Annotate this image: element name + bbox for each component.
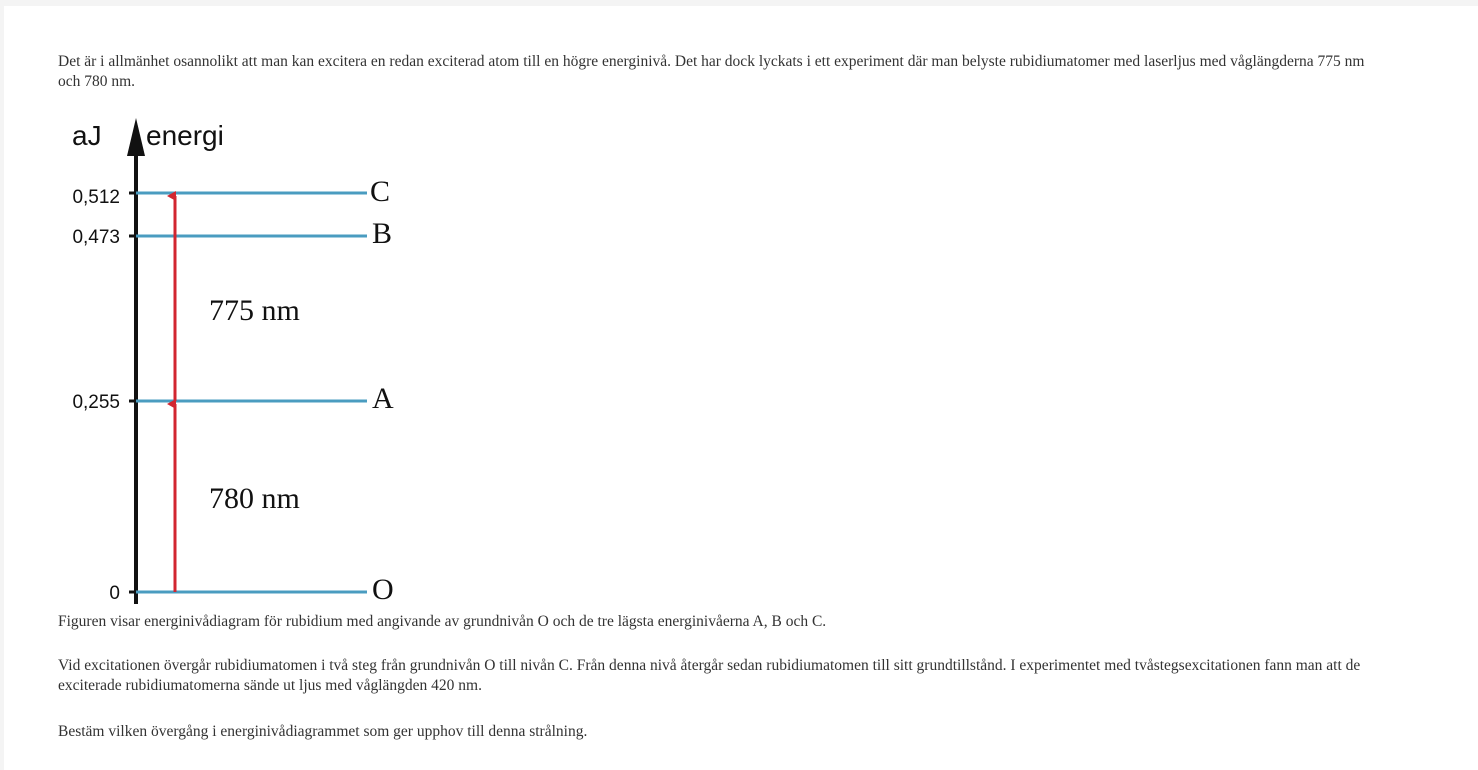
level-name-c: C bbox=[370, 175, 391, 208]
tick-label-a: 0,255 bbox=[72, 392, 120, 413]
energy-level-diagram bbox=[0, 0, 460, 612]
transition-label-775: 775 nm bbox=[209, 294, 300, 327]
axis-unit: aJ bbox=[72, 120, 102, 151]
intro-paragraph: Det är i allmänhet osannolikt att man kan excitera en redan exciterad atom till en högre energinivå. Det har dock lyckats i ett experiment där man belyste rubidiumatomer med laserljus med våglängderna 775 nm och 780 nm. bbox=[58, 53, 1365, 90]
level-name-o: O bbox=[372, 573, 394, 606]
transition-label-780: 780 nm bbox=[209, 482, 300, 515]
tick-label-c: 0,512 bbox=[72, 187, 120, 208]
question-paragraph: Bestäm vilken övergång i energinivådiagrammet som ger upphov till denna strålning. bbox=[58, 723, 588, 740]
axis-label: energi bbox=[146, 120, 224, 151]
axis-arrow-icon bbox=[127, 118, 145, 156]
figure-caption: Figuren visar energinivådiagram för rubidium med angivande av grundnivån O och de tre lägsta energinivåerna A, B och C. bbox=[58, 613, 827, 630]
level-name-a: A bbox=[372, 382, 394, 415]
tick-label-b: 0,473 bbox=[72, 227, 120, 248]
tick-label-o: 0 bbox=[109, 583, 120, 604]
experiment-paragraph: Vid excitationen övergår rubidiumatomen i två steg från grundnivån O till nivån C. Från denna nivå återgår sedan rubidiumatomen till sitt grundtillstånd. I experimentet med tvåstegsexcitationen fann man att de exciterade rubidiumatomerna sände ut ljus med våglängden 420 nm. bbox=[58, 657, 1361, 694]
level-name-b: B bbox=[372, 217, 393, 250]
